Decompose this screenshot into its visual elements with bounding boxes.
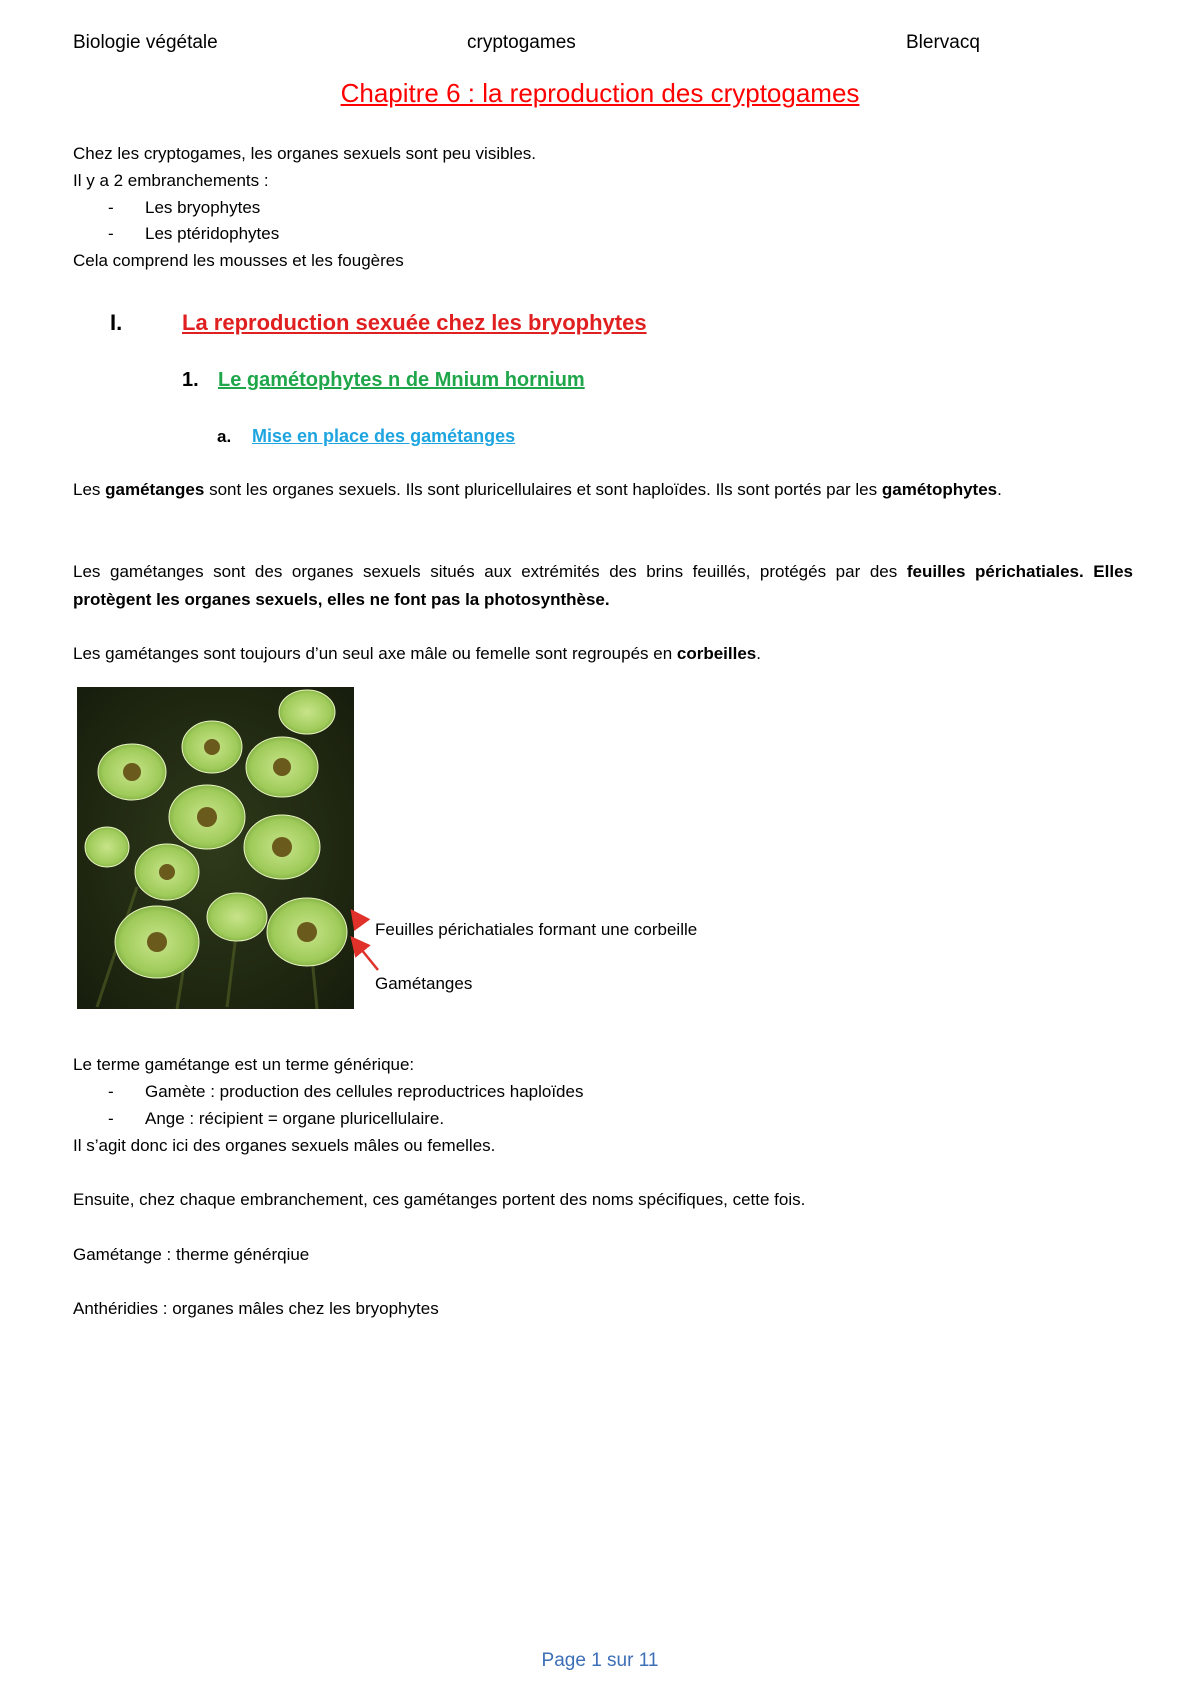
intro-list-item: Les bryophytes — [145, 198, 261, 217]
annotation-arrows — [330, 900, 385, 980]
list-dash: - — [108, 198, 114, 217]
arrow-to-feuilles — [352, 911, 360, 922]
subsection-number: 1. — [182, 369, 199, 391]
figure-label-feuilles: Feuilles périchatiales formant une corbeille — [375, 920, 698, 939]
moss-photo — [77, 687, 354, 1009]
list-dash: - — [108, 1082, 114, 1101]
intro-line-2: Il y a 2 embranchements : — [73, 171, 269, 190]
paragraph-ensuite: Ensuite, chez chaque embranchement, ces gamétanges portent des noms spécifiques, cette fois. — [73, 1190, 806, 1209]
chapter-title: Chapitre 6 : la reproduction des cryptogames — [340, 78, 860, 108]
section-number: I. — [110, 310, 123, 335]
paragraph-feuilles: Les gamétanges sont des organes sexuels situés aux extrémités des brins feuillés, protégés par des feuilles périchatiales. Elles protègent les organes sexuels, elles ne font pas la photosynthèse. — [73, 562, 1133, 609]
intro-line-1: Chez les cryptogames, les organes sexuels sont peu visibles. — [73, 144, 537, 163]
paragraph-antheridies: Anthéridies : organes mâles chez les bryophytes — [73, 1299, 439, 1318]
header-left: Biologie végétale — [73, 32, 218, 53]
terme-list-item: Gamète : production des cellules reproductrices haploïdes — [145, 1082, 584, 1101]
section-title: La reproduction sexuée chez les bryophytes — [182, 310, 647, 335]
page-number: Page 1 sur 11 — [541, 1650, 659, 1671]
figure-label-gametanges: Gamétanges — [375, 974, 473, 993]
paragraph-organes: Il s’agit donc ici des organes sexuels mâles ou femelles. — [73, 1136, 496, 1155]
intro-line-3: Cela comprend les mousses et les fougères — [73, 251, 404, 270]
paragraph-corbeilles: Les gamétanges sont toujours d’un seul axe mâle ou femelle sont regroupés en corbeilles. — [73, 644, 761, 663]
paragraph-gametange-def: Gamétange : therme générqiue — [73, 1245, 310, 1264]
paragraph-gametanges: Les gamétanges sont les organes sexuels. Ils sont pluricellulaires et sont haploïdes. Ils sont portés par les gamétophytes. — [73, 480, 1002, 499]
terme-list-item: Ange : récipient = organe pluricellulaire. — [145, 1109, 445, 1128]
list-dash: - — [108, 1109, 114, 1128]
header-center: cryptogames — [467, 32, 576, 53]
intro-list-item: Les ptéridophytes — [145, 224, 280, 243]
paragraph-terme: Le terme gamétange est un terme générique: — [73, 1055, 415, 1074]
subsubsection-title: Mise en place des gamétanges — [252, 426, 516, 446]
list-dash: - — [108, 224, 114, 243]
arrow-to-gametanges — [352, 938, 378, 970]
subsection-title: Le gamétophytes n de Mnium hornium — [218, 369, 585, 391]
subsubsection-number: a. — [217, 427, 232, 446]
header-right: Blervacq — [906, 32, 980, 53]
